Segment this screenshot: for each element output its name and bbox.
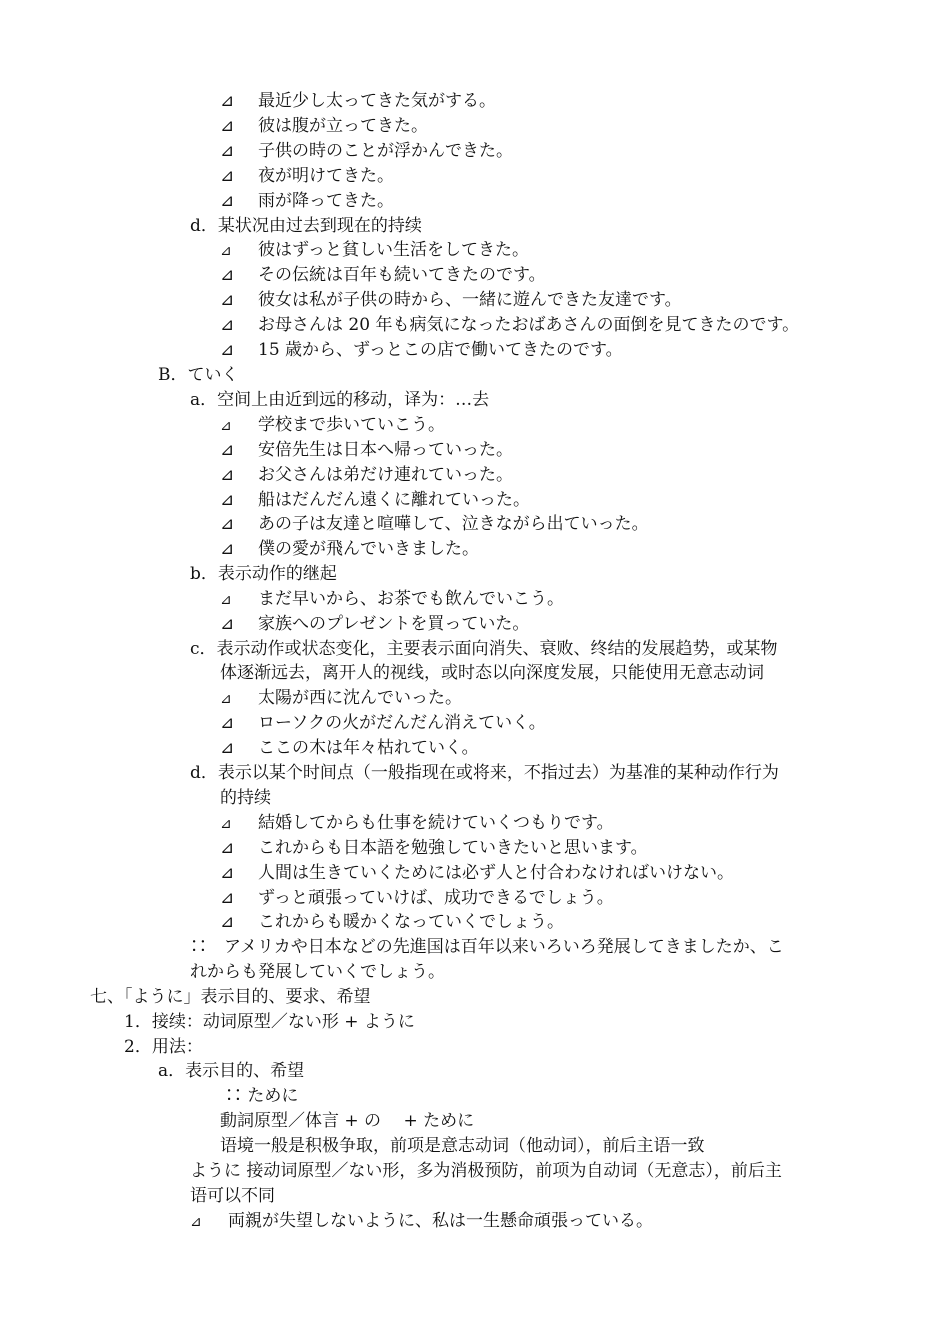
item-label: d．: [190, 216, 218, 236]
example-text: ローソクの火がだんだん消えていく。: [258, 713, 546, 733]
triangle-marker-icon: ⊿: [220, 592, 232, 608]
item-label: a．: [190, 390, 218, 410]
example-text: まだ早いから、お茶でも飲んでいこう。: [258, 589, 564, 609]
example-line: [220, 910, 564, 935]
example-line: [220, 836, 648, 861]
note-line: [225, 1084, 298, 1109]
section-heading: [158, 363, 239, 388]
item-label: d．: [190, 763, 218, 783]
triangle-marker-icon: ⊿: [220, 290, 235, 310]
example-text: これからも日本語を勉強していきたいと思います。: [258, 838, 648, 858]
triangle-marker-icon: ⊿: [220, 912, 235, 932]
example-text: 太陽が西に沈んでいった。: [258, 688, 462, 708]
example-line: [220, 263, 546, 288]
example-line: [220, 512, 649, 537]
heading-text: 某状况由过去到现在的持续: [217, 216, 422, 236]
heading-text: 的持续: [220, 788, 271, 808]
heading-text: 空间上由近到远的移动，译为：…去: [217, 390, 490, 410]
example-line: [220, 438, 513, 463]
item-label: 2．: [124, 1037, 152, 1057]
example-line: [220, 488, 530, 513]
example-line: [220, 886, 614, 911]
example-text: 彼女は私が子供の時から、一緒に遊んできた友達です。: [258, 290, 682, 310]
example-text: お父さんは弟だけ連れていった。: [258, 465, 513, 485]
note-text: 语可以不同: [190, 1186, 275, 1206]
triangle-marker-icon: ⊿: [220, 166, 235, 186]
triangle-marker-icon: ⊿: [220, 315, 235, 335]
note-line: [220, 1109, 474, 1134]
triangle-marker-icon: ⊿: [220, 243, 232, 259]
example-line: [220, 238, 529, 263]
example-text: これからも暖かくなっていくでしょう。: [258, 912, 564, 932]
example-line: [220, 861, 734, 886]
item-label: a．: [158, 1061, 186, 1081]
example-text: 彼は腹が立ってきた。: [258, 116, 428, 136]
example-text: お母さんは 20 年も病気になったおばあさんの面倒を見てきたのです。: [258, 315, 800, 335]
heading-text: 表示以某个时间点（一般指现在或将来，不指过去）为基准的某种动作行为: [217, 763, 779, 783]
heading-text: 表示动作或状态变化，主要表示面向消失、衰败、终结的发展趋势，或某物: [216, 639, 778, 659]
item-label: b．: [190, 564, 218, 584]
triangle-marker-icon: ⊿: [220, 418, 232, 434]
note-line: [190, 1159, 782, 1184]
example-text: 子供の時のことが浮かんできた。: [258, 141, 513, 161]
triangle-marker-icon: ⊿: [220, 265, 235, 285]
note-text: ∷ ために: [225, 1086, 299, 1106]
subsection-heading: [190, 214, 422, 239]
item-text: 用法：: [151, 1037, 203, 1057]
triangle-marker-icon: ⊿: [220, 863, 235, 883]
note-text: ように 接动词原型／ない形，多为消极预防，前项为自动词（无意志），前后主: [190, 1161, 782, 1181]
triangle-marker-icon: ⊿: [220, 465, 235, 485]
example-text: 彼はずっと貧しい生活をしてきた。: [258, 240, 529, 260]
triangle-marker-icon: ⊿: [220, 440, 235, 460]
example-text: 船はだんだん遠くに離れていった。: [258, 490, 530, 510]
subsection-heading: [190, 562, 337, 587]
subsection-heading: [190, 388, 489, 413]
example-line: [220, 89, 496, 114]
subsection-heading: [190, 761, 779, 786]
note-line: [190, 935, 784, 960]
example-line: [220, 139, 513, 164]
numbered-item: [124, 1035, 203, 1060]
example-line: [220, 288, 682, 313]
note-line: [220, 1134, 705, 1159]
item-label: 1．: [124, 1012, 152, 1032]
triangle-marker-icon: ⊿: [220, 116, 235, 136]
example-line: [220, 612, 529, 637]
triangle-marker-icon: ⊿: [220, 614, 235, 634]
example-text: その伝統は百年も続いてきたのです。: [258, 265, 546, 285]
chapter-heading: [90, 985, 371, 1010]
heading-text: 表示目的、希望: [185, 1061, 305, 1081]
example-text: 安倍先生は日本へ帰っていった。: [258, 440, 513, 460]
example-text: 夜が明けてきた。: [258, 166, 394, 186]
triangle-marker-icon: ⊿: [220, 539, 235, 559]
note-line: [190, 1184, 275, 1209]
example-text: 雨が降ってきた。: [258, 191, 394, 211]
example-text: 人間は生きていくためには必ず人と付合わなければいけない。: [258, 863, 734, 883]
item-text: 接续：动词原型／ない形 + ように: [151, 1012, 415, 1032]
example-text: 最近少し太ってきた気がする。: [258, 91, 496, 111]
example-line: [220, 413, 445, 438]
example-line: [220, 686, 462, 711]
item-label: c．: [190, 639, 217, 659]
triangle-marker-icon: ⊿: [220, 838, 235, 858]
heading-text: ていく: [187, 365, 239, 385]
example-text: 僕の愛が飛んでいきました。: [258, 539, 479, 559]
example-line: [220, 811, 614, 836]
example-line: [220, 114, 428, 139]
heading-text: 表示动作的继起: [217, 564, 337, 584]
subsection-heading: [158, 1059, 304, 1084]
heading-continuation: [220, 786, 271, 811]
example-text: ずっと頑張っていけば、成功できるでしょう。: [258, 888, 614, 908]
triangle-marker-icon: ⊿: [220, 888, 235, 908]
triangle-marker-icon: ⊿: [220, 91, 235, 111]
note-text: ∷ アメリカや日本などの先進国は百年以来いろいろ発展してきましたか、こ: [190, 937, 784, 957]
triangle-marker-icon: ⊿: [220, 713, 235, 733]
item-label: B．: [158, 365, 188, 385]
note-text: 语境一般是积极争取，前项是意志动词（他动词），前后主语一致: [220, 1136, 705, 1156]
subsection-heading: [190, 637, 778, 662]
example-line: [220, 338, 623, 363]
triangle-marker-icon: ⊿: [220, 816, 232, 832]
numbered-item: [124, 1010, 415, 1035]
triangle-marker-icon: ⊿: [220, 490, 235, 510]
example-text: 15 歳から、ずっとこの店で働いてきたのです。: [258, 340, 623, 360]
example-text: 学校まで歩いていこう。: [258, 415, 445, 435]
example-text: 両親が失望しないように、私は一生懸命頑張っている。: [228, 1211, 653, 1231]
example-line: [220, 313, 799, 338]
triangle-marker-icon: ⊿: [220, 141, 235, 161]
example-line: [220, 711, 546, 736]
example-line: [220, 736, 479, 761]
triangle-marker-icon: ⊿: [220, 514, 235, 534]
example-line: [220, 164, 394, 189]
note-line: [190, 960, 445, 985]
heading-continuation: [220, 661, 764, 686]
triangle-marker-icon: ⊿: [220, 340, 235, 360]
example-text: ここの木は年々枯れていく。: [258, 738, 479, 758]
triangle-marker-icon: ⊿: [220, 691, 232, 707]
triangle-marker-icon: ⊿: [220, 191, 235, 211]
example-line: [220, 537, 479, 562]
heading-text: 体逐渐远去，离开人的视线，或时态以向深度发展，只能使用无意志动词: [220, 663, 764, 683]
example-line: [190, 1209, 653, 1234]
example-text: あの子は友達と喧嘩して、泣きながら出ていった。: [258, 514, 649, 534]
triangle-marker-icon: ⊿: [190, 1214, 202, 1230]
example-line: [220, 189, 394, 214]
example-line: [220, 463, 513, 488]
example-text: 結婚してからも仕事を続けていくつもりです。: [258, 813, 614, 833]
triangle-marker-icon: ⊿: [220, 738, 235, 758]
note-text: れからも発展していくでしょう。: [190, 962, 445, 982]
example-line: [220, 587, 564, 612]
example-text: 家族へのプレゼントを買っていた。: [258, 614, 530, 634]
heading-text: 七、「ように」表示目的、要求、希望: [90, 987, 371, 1007]
note-text: 動詞原型／体言 + の + ために: [220, 1111, 475, 1131]
